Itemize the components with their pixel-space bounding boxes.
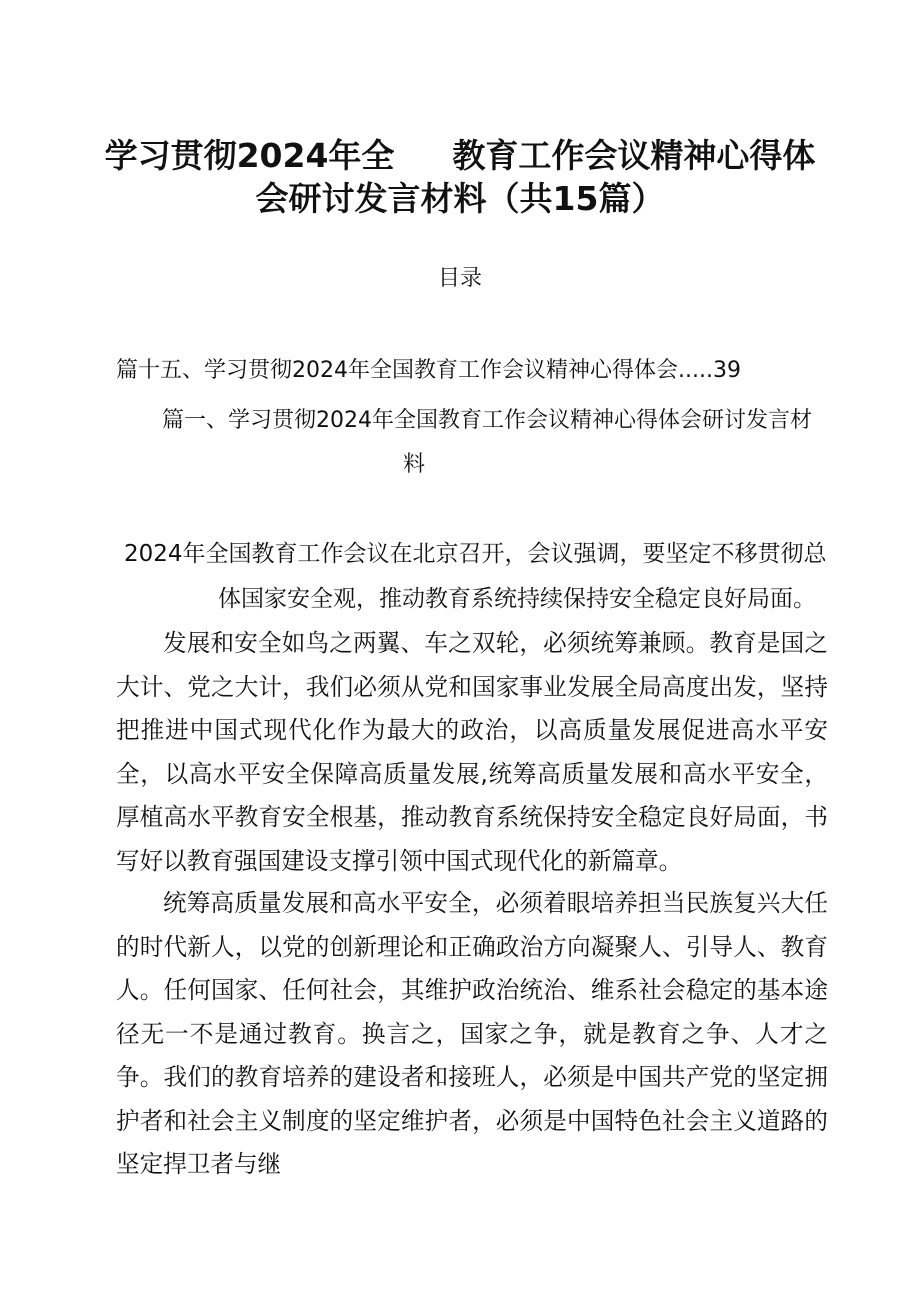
document-title-line-2: 会研讨发言材料（共15篇） [255, 179, 665, 218]
paragraph-3: 统筹高质量发展和高水平安全，必须着眼培养担当民族复兴大任的时代新人，以党的创新理论和正确政治方向凝聚人、引导人、教育人。任何国家、任何社会，其维护政治统治、维系社会稳定的基本途径无一不是通过教育。换言之，国家之争，就是教育之争、人才之争。我们的教育培养的建设者和接班人，必须是中国共产党的坚定拥护者和社会主义制度的坚定维护者，必须是中国特色社会主义道路的坚定捍卫者与继 [116, 889, 828, 1178]
toc-item: 篇十五、学习贯彻2024年全国教育工作会议精神心得体会.....39 [116, 358, 741, 383]
toc-heading: 目录 [437, 266, 482, 291]
paragraph-2: 发展和安全如鸟之两翼、车之双轮，必须统筹兼顾。教育是国之大计、党之大计，我们必须从党和国家事业发展全局高度出发，坚持把推进中国式现代化作为最大的政治，以高质量发展促进高水平安全，以高水平安全保障高质量发展,统筹高质量发展和高水平安全，厚植高水平教育安全根基，推动教育系统保持安全稳定良好局面，书写好以教育强国建设支撑引领中国式现代化的新篇章。 [116, 629, 828, 875]
title-part-2: 教育工作会议精神心得体 [452, 136, 816, 175]
paragraph-1-line-1: 2024年全国教育工作会议在北京召开，会议强调，要坚定不移贯彻总 [124, 541, 827, 567]
section-heading-line-1: 篇一、学习贯彻2024年全国教育工作会议精神心得体会研讨发言材 [162, 408, 812, 433]
paragraph-1-line-2: 体国家安全观，推动教育系统持续保持安全稳定良好局面。 [218, 586, 816, 612]
document-title-line-1 [0, 134, 920, 178]
title-part-1: 学习贯彻2024年全 [104, 136, 395, 175]
section-heading-line-2: 料 [403, 452, 426, 477]
